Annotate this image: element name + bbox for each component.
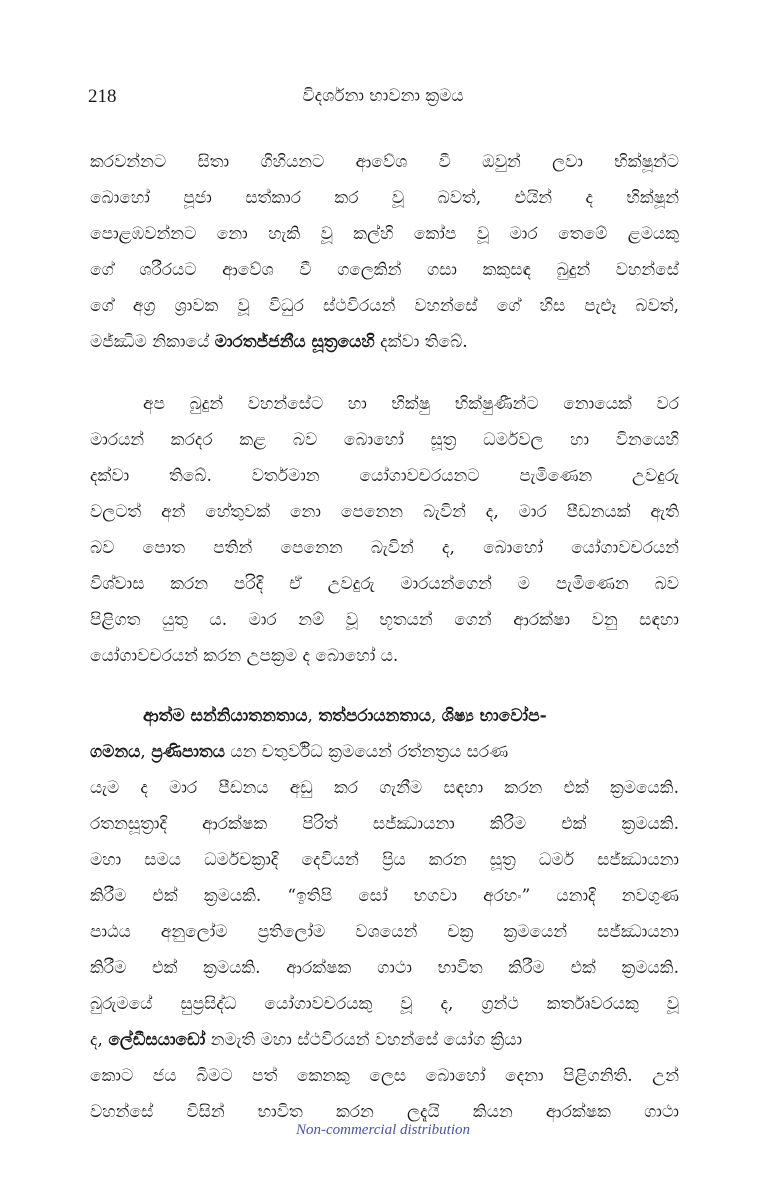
text-line-mixed [90, 734, 679, 770]
text-line-mixed [143, 698, 679, 734]
text-run: , [307, 706, 319, 726]
text-line: කොට ජය බිමට පත් කෙනකු ලෙස බොහෝ දෙනා පිළිගනිති. උන් [90, 1066, 679, 1086]
text-line: අප බුදුන් වහන්සේට හා භික්ෂු භික්ෂුණීන්ට නොයෙක් වර [143, 394, 679, 414]
text-line: ගේ ශරීරයට ආවේශ වී ගලෙකින් ගසා කකුසඳ බුදුන් වහන්සේ [90, 260, 679, 280]
sutta-name: මාරතජ්ජනීය සූත්‍රයෙහි [214, 332, 375, 352]
text-line: රතනසූත්‍රාදි ආරක්ෂක පිරිත් සජ්ඣායනා කිරීම එක් ක්‍රමයකි. [90, 814, 679, 834]
text-line: බව පොත පතින් පෙනෙන බැවින් ද, බොහෝ යෝගාවචරයන් [90, 538, 679, 558]
text-line: කිරීම එක් ක්‍රමයකි. ආරක්ෂක ගාථා භාවිත කිරීම එක් ක්‍රමයකි. [90, 958, 679, 978]
text-line: බුරුමයේ සුප්‍රසිද්ධ යෝගාවචරයකු වූ ද, ග්‍රන්ථ කර්තෘවරයකු වූ [90, 994, 679, 1014]
page-header [88, 86, 678, 116]
text-line: වලටත් අන් හේතුවක් නො පෙනෙන බැවින් ද, මාර පීඩනයක් ඇති [90, 502, 679, 522]
bold-term: ආත්ම සන්නියාතනතාය [143, 706, 308, 726]
text-line: පොළඹවන්නට නො හැකි වූ කල්හි කෝප වූ මාර තෙමේ ළමයකු [90, 224, 679, 244]
text-line-mixed [90, 324, 679, 360]
text-run: , [140, 742, 152, 762]
text-line: කිරීම එක් ක්‍රමයකි. “ඉතිපි සෝ භගවා අරහං” යනාදි නවගුණ [90, 886, 679, 906]
text-run: දක්වා තිබේ. [374, 332, 468, 352]
text-run: ද, [90, 1030, 109, 1050]
text-line-mixed [90, 1022, 679, 1058]
text-line: පිළිගත යුතු ය. මාර නම් වූ භූතයන් ගෙන් ආරක්ෂා වනු සඳහා [90, 610, 679, 630]
text-line: ගේ අග්‍ර ශ්‍රාවක වූ විධුර ස්ථවිරයන් වහන්සේ ගේ හිස පැළූ බවත්, [90, 296, 679, 316]
bold-name: ලේඩීසයාඩෝ [108, 1030, 206, 1050]
text-line: කරවන්නට සිතා ගිහියනට ආවේශ වී ඔවුන් ලවා භික්ෂූන්ට [90, 152, 679, 172]
text-line: දක්වා තිබේ. වර්තමාන යෝගාවචරයනට පැමිණෙන උවදුරු [90, 466, 679, 486]
footer-note: Non-commercial distribution [295, 1122, 471, 1138]
text-run: , [430, 706, 442, 726]
text-run: මජ්ඣිම නිකායේ [90, 332, 215, 352]
text-run: නමැති මහා ස්ථවිරයන් වහන්සේ යෝග ක්‍රියා [205, 1030, 523, 1050]
text-run: යන චතුර්විධ ක්‍රමයෙන් රත්නත්‍රය සරණ [224, 742, 509, 762]
bold-term: ශිෂ්‍ය භාවෝප- [441, 706, 547, 726]
text-line: යෝගාවචරයන් කරන උපක්‍රම ද බොහෝ ය. [90, 646, 399, 666]
text-line: විශ්වාස කරන පරිදි ඒ උවදුරු මාරයන්ගෙන් ම පැමිණෙන බව [90, 574, 679, 594]
bold-term: ගමනය [90, 742, 141, 762]
text-line-mixed [90, 285, 679, 321]
bold-term: තත්පරායනතාය [318, 706, 431, 726]
text-line: බොහෝ පූජා සත්කාර කර වූ බවත්, එයින් ද භික්ෂූන් [90, 188, 679, 208]
text-line: පාඨය අනුලෝම ප්‍රතිලෝම වශයෙන් චක්‍ර ක්‍රමයෙන් සජ්ඣායනා [90, 922, 679, 942]
text-line: වහන්සේ විසින් භාවිත කරන ලදැයි කියන ආරක්ෂක ගාථා [90, 1102, 679, 1122]
page-number: 218 [88, 86, 117, 107]
bold-term: ප්‍රණිපාතය [151, 742, 225, 762]
text-line: මහා සමය ධර්මචක්‍රාදි දෙවියන් ප්‍රිය කරන සූත්‍ර ධර්ම සජ්ඣායනා [90, 850, 679, 870]
running-title: විදර්ශනා භාවනා ක්‍රමය [302, 86, 464, 106]
text-line: යැම ද මාර පීඩනය අඩු කර ගැනීම සඳහා කරන එක් ක්‍රමයෙකි. [90, 778, 679, 798]
text-line: මාරයන් කරදර කළ බව බොහෝ සූත්‍ර ධර්මවල හා විනයෙහි [90, 430, 679, 450]
